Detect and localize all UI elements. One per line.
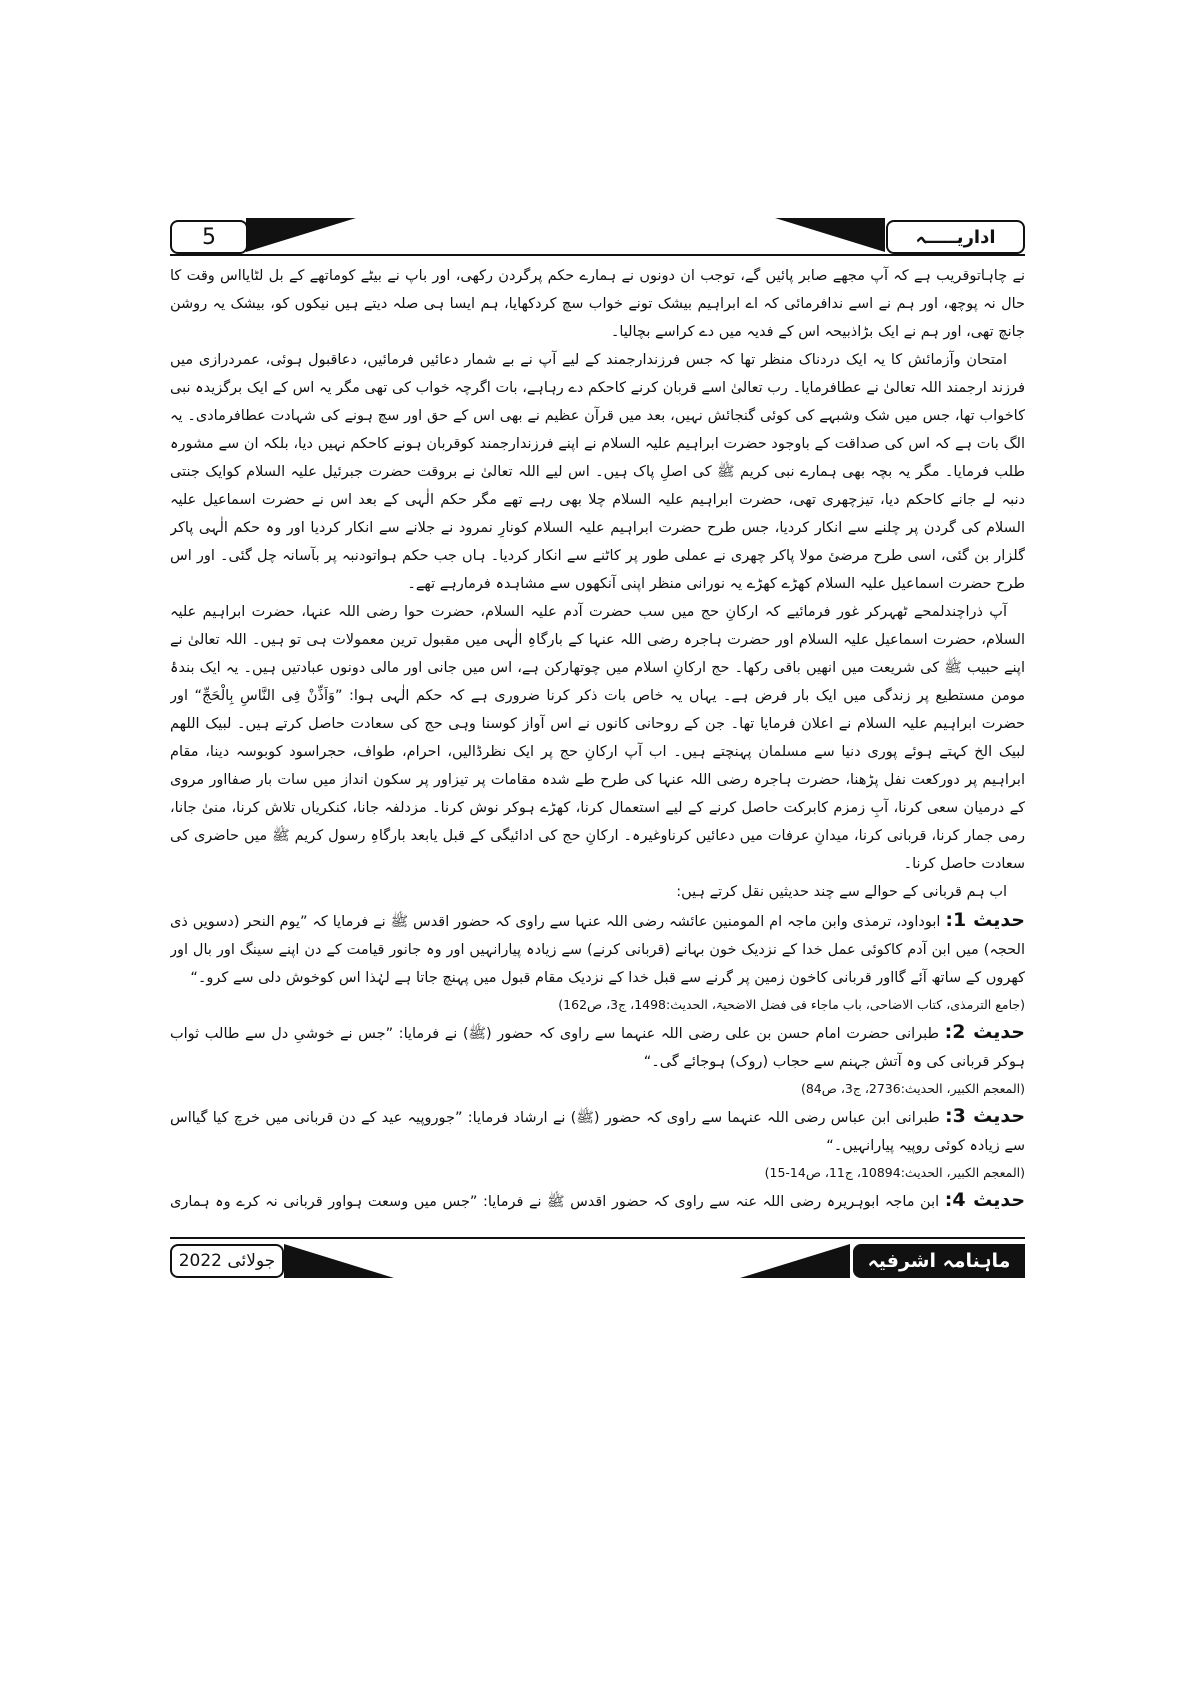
paragraph: اب ہم قربانی کے حوالے سے چند حدیثیں نقل کرتے ہیں: [676,884,1007,900]
hadith-reference: (المعجم الکبیر، الحدیث:2736، ج3، ص84) [800,1081,1025,1096]
footer-ornament-left [284,1244,394,1278]
hadith-label: حدیث 1: [945,909,1025,931]
hadith-1 [170,906,1025,1018]
hadith-reference: (المعجم الکبیر، الحدیث:10894، ج11، ص14-15) [764,1165,1025,1180]
hadith-4 [170,1186,1025,1212]
page-number: 5 [170,220,248,254]
hadith-label: حدیث 4: [944,1189,1025,1211]
hadith-reference: (جامع الترمذی، کتاب الاضاحی، باب ماجاء فی فضل الاضحیۃ، الحدیث:1498، ج3، ص162) [558,997,1025,1012]
hadith-label: حدیث 3: [944,1105,1025,1127]
hadith-2 [170,1018,1025,1102]
hadith-label: حدیث 2: [944,1021,1025,1043]
section-title: اداریـــــہ [886,220,1025,254]
page-header [170,218,1025,256]
paragraph: نے چاہاتوقریب ہے کہ آپ مجھے صابر پائیں گے، توجب ان دونوں نے ہمارے حکم پرگردن رکھی، اور باپ نے بیٹے کوماتھے کے بل لٹایااس وقت کا حال نہ پوچھ، اور ہم نے اسے ندافرمائی کہ اے ابراہیم بیشک تونے خواب سچ کردکھایا، ہم ایسا ہی صلہ دیتے ہیں نیکوں کو، بیشک یہ روشن جانچ تھی، اور ہم نے ایک بڑاذبیحہ اس کے فدیہ میں دے کراسے بچالیا۔ [170,268,1025,340]
hadith-text: طبرانی ابن عباس رضی اللہ عنہما سے راوی کہ حضور (ﷺ) نے ارشاد فرمایا: ”جوروپیہ عید کے دن قربانی میں خرچ کیا گیااس سے زیادہ کوئی روپیہ پیارانہیں۔“ [170,1110,1025,1154]
footer-ornament-right [740,1244,850,1278]
magazine-title: ماہنامہ اشرفیہ [853,1244,1025,1278]
footer-rule [170,1237,1025,1239]
article-body [170,262,1025,1212]
paragraph: آپ ذراچندلمحے ٹھہرکر غور فرمائیے کہ ارکانِ حج میں سب حضرت آدم علیہ السلام، حضرت حوا رضی اللہ عنہا، حضرت ابراہیم علیہ السلام، حضرت اسماعیل علیہ السلام اور حضرت ہاجرہ رضی اللہ عنہا کے بارگاہِ الٰہی میں مقبول ترین معمولات ہی تو ہیں۔ اللہ تعالیٰ نے اپنے حبیب ﷺ کی شریعت میں انھیں باقی رکھا۔ حج ارکانِ اسلام میں چوتھارکن ہے، اس میں جانی اور مالی دونوں عبادتیں ہیں۔ یہ ایک بندۂ مومن مستطیع پر زندگی میں ایک بار فرض ہے۔ یہاں یہ خاص بات ذکر کرنا ضروری ہے کہ حکم الٰہی ہوا: ”وَاَذِّنْ فِی النَّاسِ بِالْحَجِّ“ اور حضرت ابراہیم علیہ السلام نے اعلان فرمایا تھا۔ جن کے روحانی کانوں نے اس آواز کوسنا وہی حج کی سعادت حاصل کرتے ہیں۔ لبیک اللھم لبیک الخ کہتے ہوئے پوری دنیا سے مسلمان پہنچتے ہیں۔ اب آپ ارکانِ حج پر ایک نظرڈالیں، احرام، طواف، حجراسود کوبوسہ دینا، مقام ابراہیم پر دورکعت نفل پڑھنا، حضرت ہاجرہ رضی اللہ عنہا کی طرح طے شدہ مقامات پر تیزاور پر سکون انداز میں سات بار صفااور مروی کے درمیان سعی کرنا، آبِ زمزم کابرکت حاصل کرنے کے لیے استعمال کرنا، کھڑے ہوکر نوش کرنا۔ مزدلفہ جانا، کنکریاں تلاش کرنا، منیٰ جانا، رمی جمار کرنا، قربانی کرنا، میدانِ عرفات میں دعائیں کرناوغیرہ۔ ارکانِ حج کی ادائیگی کے قبل یابعد بارگاہِ رسول کریم ﷺ میں حاضری کی سعادت حاصل کرنا۔ [170,604,1025,872]
header-ornament-left [246,218,356,252]
issue-date: جولائی 2022 [170,1244,284,1278]
hadith-text: ابوداود، ترمذی وابن ماجہ ام المومنین عائشہ رضی اللہ عنہا سے راوی کہ حضور اقدس ﷺ نے فرمایا کہ ”یوم النحر (دسویں ذی الحجہ) میں ابن آدم کاکوئی عمل خدا کے نزدیک خون بہانے (قربانی کرنے) سے زیادہ پیارانہیں اور وہ جانور قیامت کے دن اپنے سینگ اور بال اور کھروں کے ساتھ آئے گااور قربانی کاخون زمین پر گرنے سے قبل خدا کے نزدیک مقام قبول میں پہنچ جاتا ہے لہٰذا اس کوخوش دلی سے کرو۔“ [170,914,1025,986]
header-ornament-right [775,218,885,252]
paragraph: امتحان وآزمائش کا یہ ایک دردناک منظر تھا کہ جس فرزندارجمند کے لیے آپ نے بے شمار دعائیں فرمائیں، دعاقبول ہوئی، عمردرازی میں فرزند ارجمند اللہ تعالیٰ نے عطافرمایا۔ رب تعالیٰ اسے قربان کرنے کاحکم دے رہاہے، بات اگرچہ خواب کی تھی مگر یہ اس کے ایک برگزیدہ نبی کاخواب تھا، جس میں شک وشبہے کی کوئی گنجائش نہیں، بعد میں قرآن عظیم نے بھی اس کے حق اور سچ ہونے کی شہادت عطافرمادی۔ یہ الگ بات ہے کہ اس کی صداقت کے باوجود حضرت ابراہیم علیہ السلام نے اپنے فرزندارجمند کوقربان ہونے کاحکم نہیں دیا، بلکہ ان سے مشورہ طلب فرمایا۔ مگر یہ بچہ بھی ہمارے نبی کریم ﷺ کی اصلِ پاک ہیں۔ اس لیے اللہ تعالیٰ نے بروقت حضرت جبرئیل علیہ السلام کوایک جنتی دنبہ لے جانے کاحکم دیا، تیزچھری تھی، حضرت ابراہیم علیہ السلام چلا بھی رہے تھے مگر حکم الٰہی کے بعد اس نے حضرت اسماعیل علیہ السلام کی گردن پر چلنے سے انکار کردیا، جس طرح حضرت ابراہیم علیہ السلام کونارِ نمرود نے جلانے سے انکار کردیا اور وہ حکم الٰہی پاکر گلزار بن گئی، اسی طرح مرضیٔ مولا پاکر چھری نے عملی طور پر کاٹنے سے انکار کردیا۔ ہاں جب حکم ہواتودنبہ پر بآسانہ چل گئی۔ اور اس طرح حضرت اسماعیل علیہ السلام کھڑے کھڑے یہ نورانی منظر اپنی آنکھوں سے مشاہدہ فرمارہے تھے۔ [170,352,1025,592]
page-footer [170,1237,1025,1279]
hadith-3 [170,1102,1025,1186]
header-rule [170,254,1025,256]
hadith-text: طبرانی حضرت امام حسن بن علی رضی اللہ عنہما سے راوی کہ حضور (ﷺ) نے فرمایا: ”جس نے خوشیِ دل سے طالب ثواب ہوکر قربانی کی وہ آتش جہنم سے حجاب (روک) ہوجائے گی۔“ [170,1026,1025,1070]
hadith-text: ابن ماجہ ابوہریرہ رضی اللہ عنہ سے راوی کہ حضور اقدس ﷺ نے فرمایا: ”جس میں وسعت ہواور قربانی نہ کرے وہ ہماری [170,1194,940,1210]
